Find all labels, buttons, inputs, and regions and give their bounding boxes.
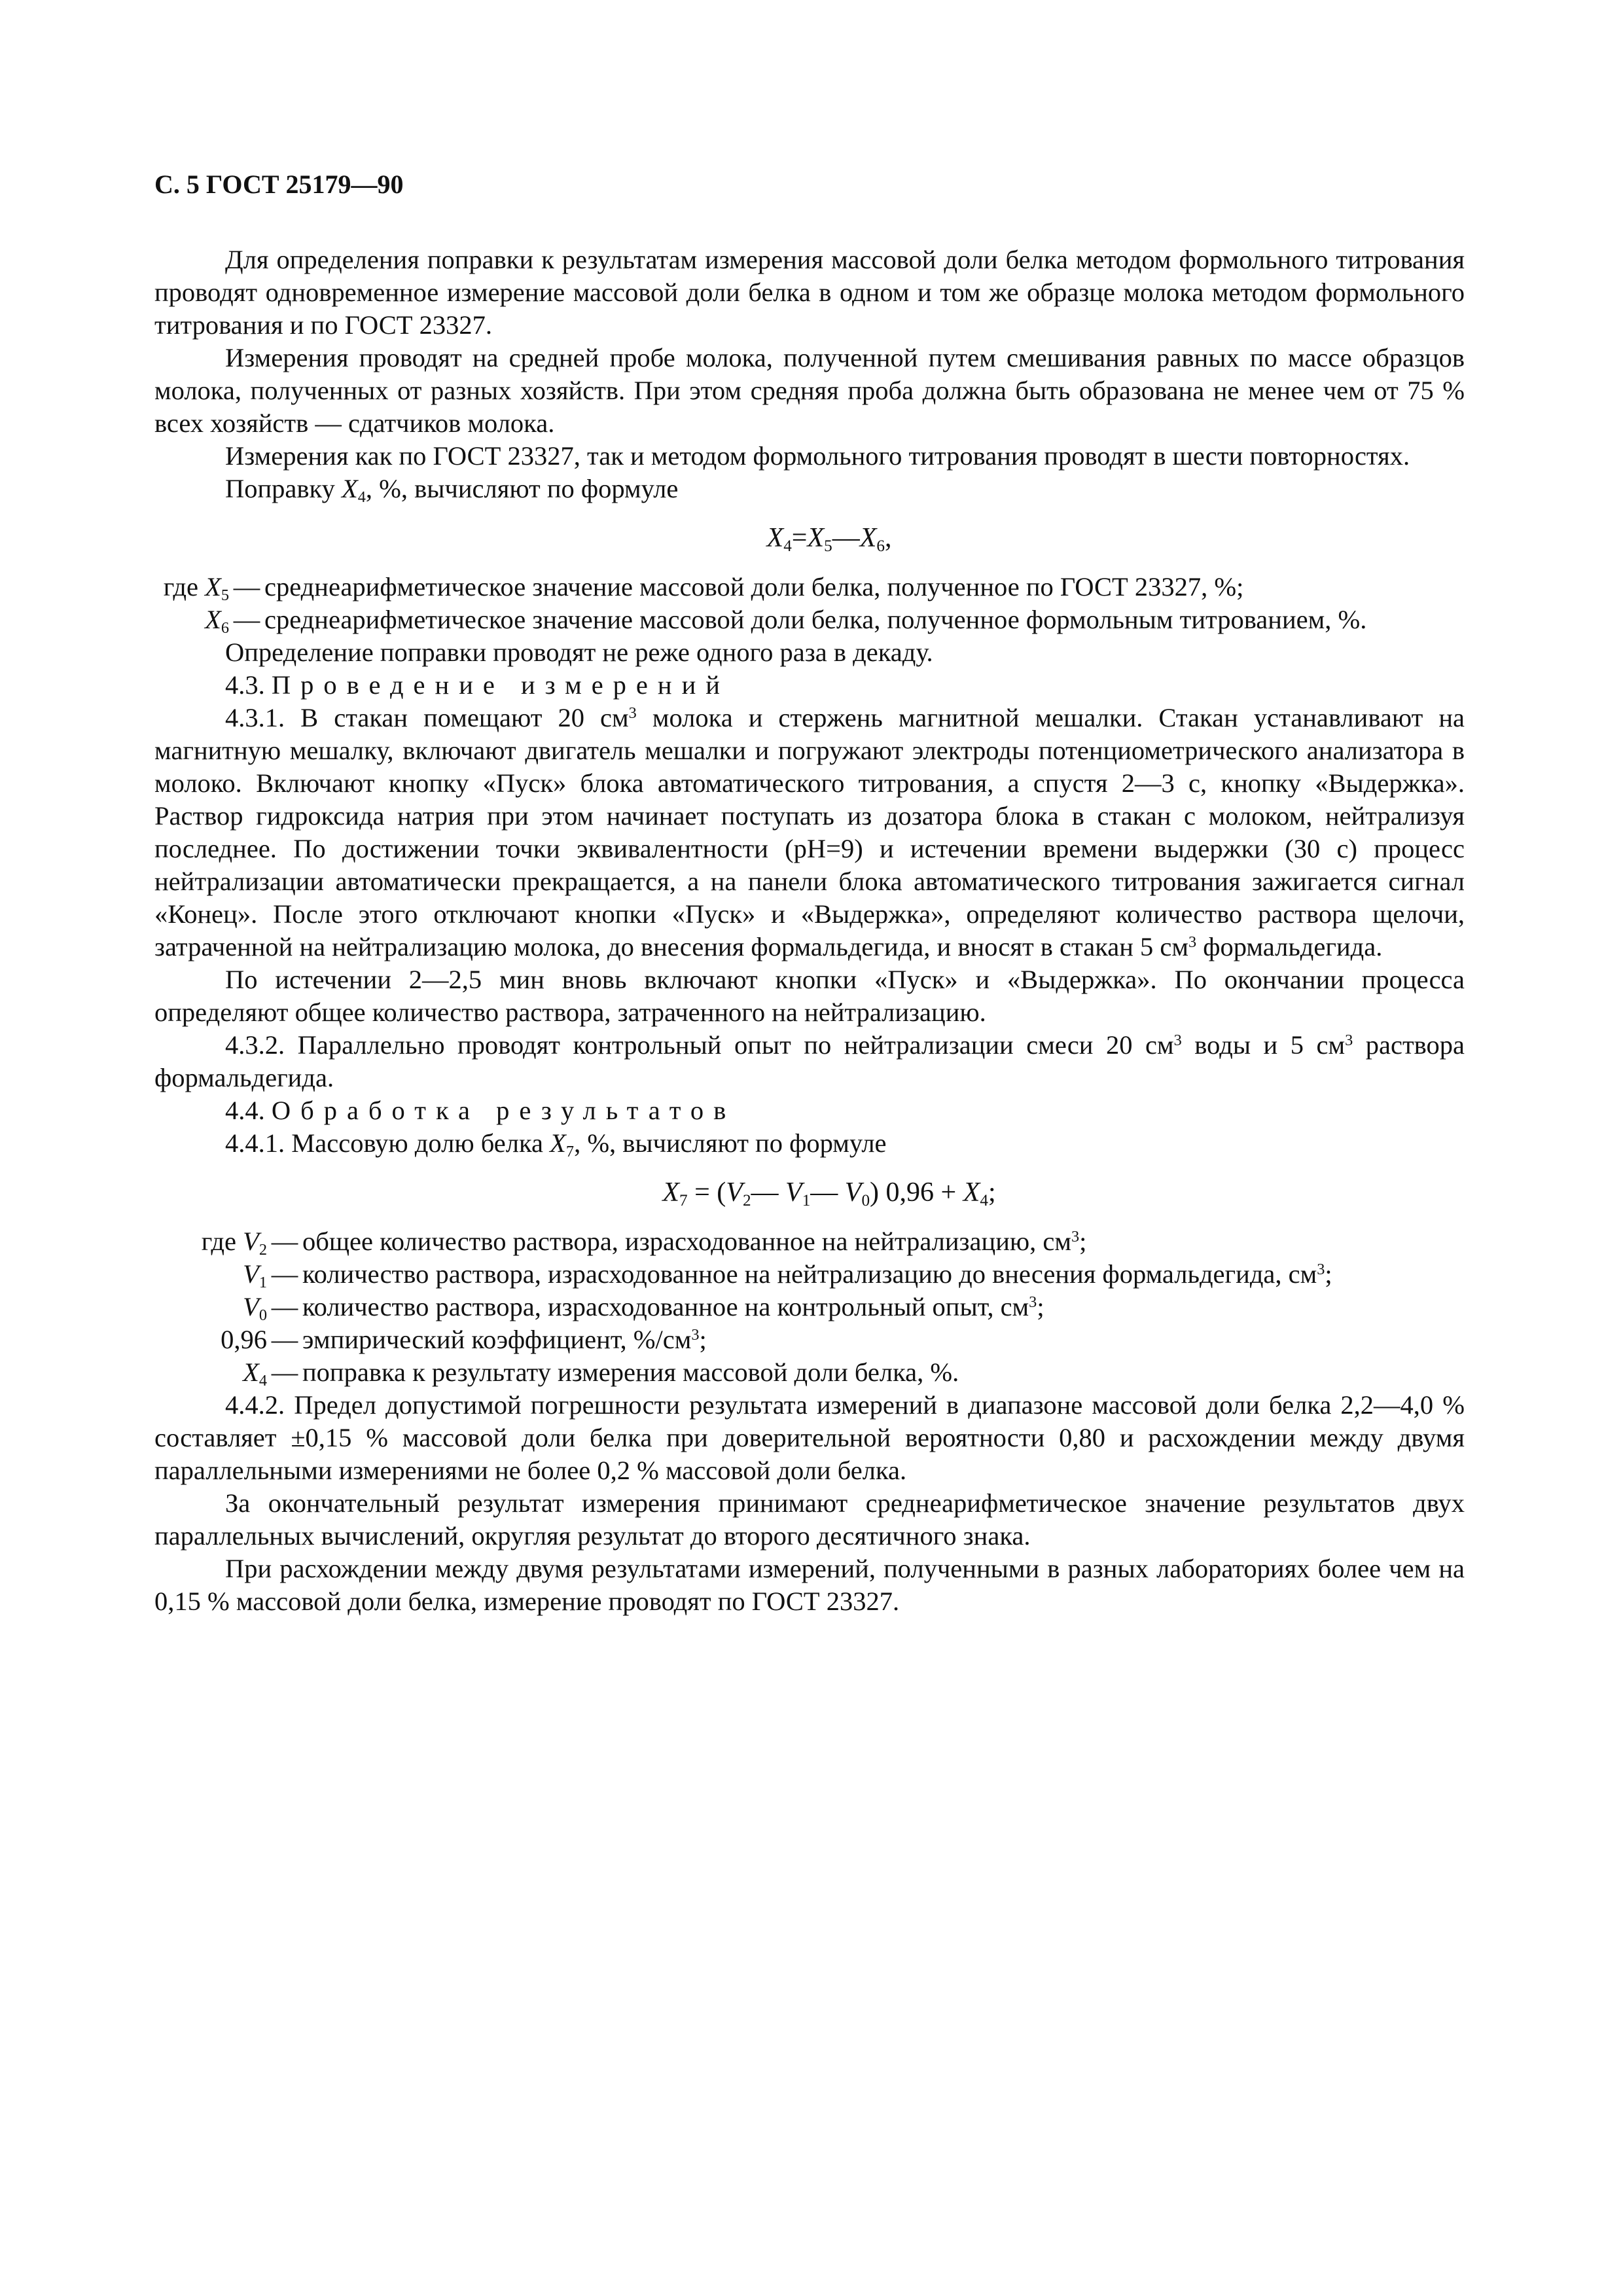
- definition-row: где $X_5$ — среднеарифметическое значение массовой доли белка, полученное по ГОСТ 23327, %;: [163, 572, 1244, 604]
- formula-correction-definitions: [154, 571, 1465, 636]
- paragraph-correction-purpose: Для определения поправки к результатам измерения массовой доли белка методом формольного титрования проводят одновременное измерение массовой доли белка в одном и том же образце молока методом формольного титрования и по ГОСТ 23327.: [154, 245, 1465, 340]
- paragraph-4-4-2: 4.4.2. Предел допустимой погрешности результата измерений в диапазоне массовой доли белка 2,2—4,0 % составляет ±0,15 % массовой доли белка при доверительной вероятности 0,80 и расхождении между двумя параллельными измерениями не более 0,2 % массовой доли белка.: [154, 1390, 1465, 1485]
- paragraph-repetitions: Измерения как по ГОСТ 23327, так и методом формольного титрования проводят в шести повторностях.: [225, 441, 1410, 471]
- document-body: [154, 243, 1465, 1618]
- formula-correction: $X_4=X_5—X_6$,: [766, 523, 892, 555]
- paragraph-after-neutralization: По истечении 2—2,5 мин вновь включают кнопки «Пуск» и «Выдержка». По окончании процесса определяют общее количество раствора, затраченного на нейтрализацию.: [154, 965, 1465, 1027]
- definition-row: $V_0$ — количество раствора, израсходованное на контрольный опыт, $см^3$;: [243, 1292, 1044, 1324]
- paragraph-final-result: За окончательный результат измерения принимают среднеарифметическое значение результатов двух параллельных вычислений, округляя результат до второго десятичного знака.: [154, 1488, 1465, 1551]
- formula-protein-fraction: $X_7$ = ($V_2—$ $V_1—$ $V_0$) $0,96 + X_4$;: [662, 1177, 996, 1210]
- definition-row: $X_6$ — среднеарифметическое значение массовой доли белка, полученное формольным титрованием, %.: [205, 605, 1367, 637]
- paragraph-4-3-2: 4.3.2. Параллельно проводят контрольный опыт по нейтрализации смеси 20 $см^3$ воды и 5 $см^3$ раствора формальдегида.: [154, 1030, 1465, 1092]
- definition-row: 0,96 — эмпирический коэффициент, $\%/см^3$;: [221, 1325, 707, 1354]
- paragraph-sample-preparation: Измерения проводят на средней пробе молока, полученной путем смешивания равных по массе образцов молока, полученных от разных хозяйств. При этом средняя проба должна быть образована не менее чем от 75 % всех хозяйств — сдатчиков молока.: [154, 343, 1465, 438]
- page-header: С. 5 ГОСТ 25179—90: [154, 170, 404, 199]
- paragraph-correction-formula-intro: Поправку $X_4$, %, вычисляют по формуле: [225, 474, 679, 506]
- paragraph-lab-discrepancy: При расхождении между двумя результатами измерений, полученными в разных лабораториях более чем на 0,15 % массовой доли белка, измерение проводят по ГОСТ 23327.: [154, 1554, 1465, 1616]
- formula-protein-definitions: [154, 1225, 1465, 1389]
- definition-row: $V_1$ — количество раствора, израсходованное на нейтрализацию до внесения формальдегида, $см^3$;: [243, 1259, 1332, 1291]
- paragraph-4-3-1: 4.3.1. В стакан помещают 20 $см^3$ молока и стержень магнитной мешалки. Стакан устанавливают на магнитную мешалку, включают двигатель мешалки и погружают электроды потенциометрического анализатора в молоко. Включают кнопку «Пуск» блока автоматического титрования, а спустя 2—3 с, кнопку «Выдержка». Раствор гидроксида натрия при этом начинает поступать из дозатора блока в стакан с молоком, нейтрализуя последнее. По достижении точки эквивалентности (рН=9) и истечении времени выдержки (30 с) процесс нейтрализации автоматически прекращается, а на панели блока автоматического титрования зажигается сигнал «Конец». После этого отключают кнопки «Пуск» и «Выдержка», определяют количество раствора щелочи, затраченной на нейтрализацию молока, до внесения формальдегида, и вносят в стакан 5 $см^3$ формальдегида.: [154, 703, 1465, 961]
- paragraph-4-4-1: 4.4.1. Массовую долю белка $X_7$, %, вычисляют по формуле: [225, 1128, 887, 1160]
- section-heading-4-4: 4.4. Обработка результатов: [225, 1096, 736, 1125]
- section-heading-4-3: 4.3. Проведение измерений: [225, 670, 730, 700]
- definition-row: где $V_2$ — общее количество раствора, израсходованное на нейтрализацию, $см^3$;: [201, 1227, 1087, 1259]
- paragraph-decade: Определение поправки проводят не реже одного раза в декаду.: [225, 637, 933, 667]
- definition-row: $X_4$ — поправка к результату измерения массовой доли белка, %.: [243, 1357, 959, 1390]
